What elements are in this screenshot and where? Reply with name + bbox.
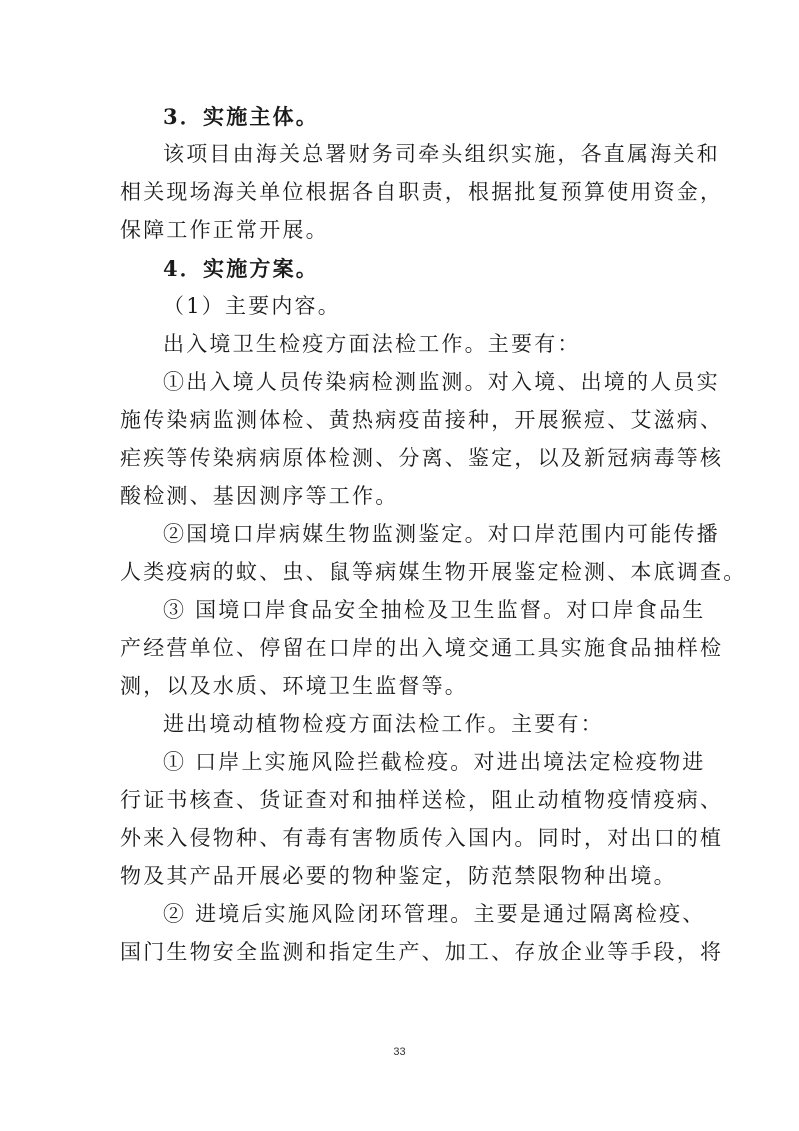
paragraph-line: 酸检测、基因测序等工作。 [120, 484, 399, 508]
paragraph-line: ①出入境人员传染病检测监测。对入境、出境的人员实 [163, 370, 720, 394]
paragraph-line: 该项目由海关总署财务司牵头组织实施，各直属海关和 [163, 142, 720, 166]
heading-implementing-body: 3．实施主体。 [163, 104, 320, 129]
paragraph-line: 施传染病监测体检、黄热病疫苗接种，开展猴痘、艾滋病、 [120, 408, 724, 432]
paragraph-line: 行证书核查、货证查对和抽样送检，阻止动植物疫情疫病、 [120, 788, 724, 812]
paragraph-line: ① 口岸上实施风险拦截检疫。对进出境法定检疫物进 [163, 750, 706, 774]
paragraph-line: 物及其产品开展必要的物种鉴定，防范禁限物种出境。 [120, 864, 677, 888]
paragraph-line: 人类疫病的蚊、虫、鼠等病媒生物开展鉴定检测、本底调查。 [120, 560, 747, 584]
subheading-main-content: （1）主要内容。 [163, 294, 341, 318]
page-number: 33 [393, 1046, 406, 1058]
heading-implementation-plan: 4．实施方案。 [163, 256, 320, 281]
paragraph-line: 保障工作正常开展。 [120, 218, 329, 242]
paragraph-line: ③ 国境口岸食品安全抽检及卫生监督。对口岸食品生 [163, 598, 706, 622]
paragraph-line: 产经营单位、停留在口岸的出入境交通工具实施食品抽样检 [120, 636, 724, 660]
paragraph-line: 外来入侵物种、有毒有害物质传入国内。同时，对出口的植 [120, 826, 724, 850]
paragraph-line: 相关现场海关单位根据各自职责，根据批复预算使用资金， [120, 180, 724, 204]
paragraph-line: 出入境卫生检疫方面法检工作。主要有： [163, 332, 581, 356]
paragraph-line: 测，以及水质、环境卫生监督等。 [120, 674, 468, 698]
paragraph-line: 国门生物安全监测和指定生产、加工、存放企业等手段，将 [120, 940, 724, 964]
paragraph-line: 进出境动植物检疫方面法检工作。主要有： [163, 712, 604, 736]
paragraph-line: ②国境口岸病媒生物监测鉴定。对口岸范围内可能传播 [163, 522, 720, 546]
paragraph-line: 疟疾等传染病病原体检测、分离、鉴定，以及新冠病毒等核 [120, 446, 724, 470]
paragraph-line: ② 进境后实施风险闭环管理。主要是通过隔离检疫、 [163, 902, 706, 926]
